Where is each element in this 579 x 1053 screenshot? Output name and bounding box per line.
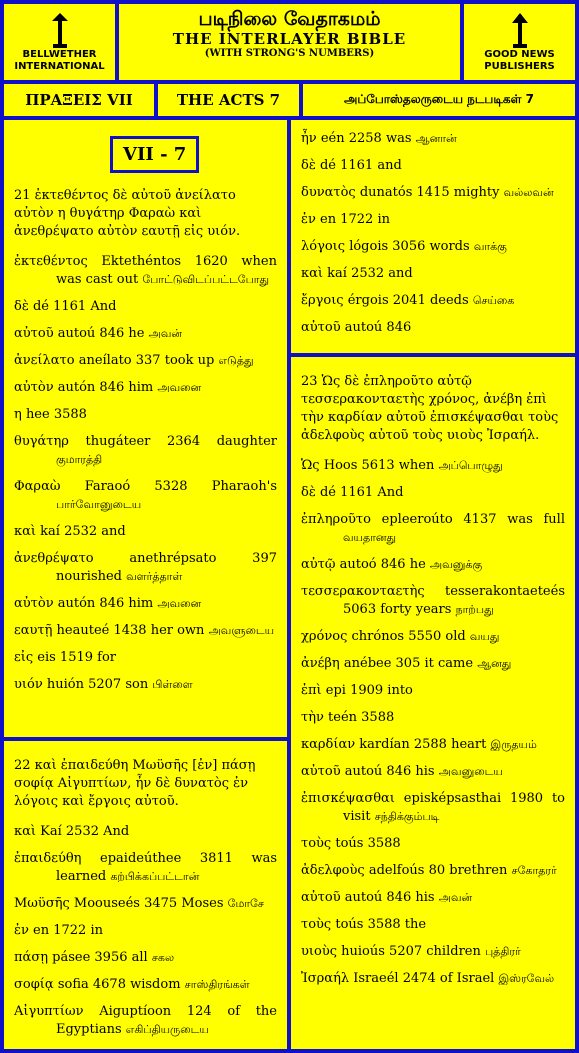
word-entry <box>301 943 565 961</box>
tamil-gloss: சகல <box>151 951 175 964</box>
word-entry <box>14 622 277 640</box>
gloss: dé 1161 And <box>319 485 404 500</box>
gloss: chrónos 5550 old <box>351 629 466 644</box>
word-entry <box>14 649 277 667</box>
word-entry <box>14 478 277 514</box>
word-entry <box>301 682 565 700</box>
greek-word: ἀνείλατο <box>14 353 75 368</box>
gloss: dé 1161 And <box>32 299 117 314</box>
gloss: autoú 846 <box>344 320 412 335</box>
greek-word: δυνατὸς <box>301 185 356 200</box>
greek-word: υιόν <box>14 677 43 692</box>
word-entry <box>14 949 277 967</box>
greek-word: ἐπισκέψασθαι <box>301 791 395 806</box>
greek-word: αὐτοῦ <box>14 326 54 341</box>
gloss: episképsasthai 1980 to visit <box>343 791 565 824</box>
band-tamil <box>303 84 575 116</box>
gloss: thugáteer 2364 daughter <box>85 434 277 449</box>
gloss: epleeroúto 4137 was full <box>381 512 565 527</box>
greek-word: καρδίαν <box>301 737 356 752</box>
gloss: dé 1161 and <box>319 158 402 173</box>
gloss: eén 2258 was <box>320 131 412 146</box>
greek-word: ἀνέβη <box>301 656 340 671</box>
word-entry <box>301 655 565 673</box>
greek-word: χρόνος <box>301 629 348 644</box>
greek-word: εἰς <box>14 650 34 665</box>
gloss: lógois 3056 words <box>349 239 470 254</box>
word-entry <box>301 556 565 574</box>
word-entry <box>301 292 565 310</box>
greek-word: τὴν <box>301 710 324 725</box>
bellwether-logo-text: BELLWETHER INTERNATIONAL <box>14 49 105 72</box>
greek-word: ἔργοις <box>301 293 344 308</box>
gloss: hee 3588 <box>25 407 87 422</box>
page-subtitle: (WITH STRONG'S NUMBERS) <box>204 48 375 59</box>
tamil-gloss: மோசே <box>227 897 264 910</box>
tamil-gloss: புத்திரர் <box>485 945 521 958</box>
greek-word: αὐτοῦ <box>301 890 341 905</box>
word-entry <box>14 823 277 841</box>
gloss: eis 1519 for <box>37 650 116 665</box>
word-entry <box>301 157 565 175</box>
verse-23-entries <box>301 457 565 988</box>
title-tamil: படிநிலை வேதாகமம் <box>198 8 381 30</box>
title-block <box>119 4 460 80</box>
tamil-gloss: ஆனான் <box>415 132 457 145</box>
greek-word: Μωϋσῆς <box>14 896 70 911</box>
greek-word: σοφίᾳ <box>14 977 54 992</box>
band-greek-label: ΠΡΑΞΕΙΣ VII <box>25 91 133 109</box>
tamil-gloss: எடுத்து <box>218 354 254 367</box>
gloss: tesserakontaeteés 5063 forty years <box>343 584 565 617</box>
tamil-gloss: அப்பொழுது <box>438 459 503 472</box>
greek-word: αὐτοῦ <box>301 320 341 335</box>
gloss: pásee 3956 all <box>52 950 148 965</box>
greek-word: ἐν <box>301 212 316 227</box>
gloss: Ektethéntos 1620 when was cast out <box>56 254 277 287</box>
tamil-gloss: அவனுக்கு <box>429 558 483 571</box>
tamil-gloss: அவனுடைய <box>438 765 503 778</box>
bellwether-logo <box>4 4 115 80</box>
word-entry <box>14 550 277 586</box>
greek-word: δὲ <box>301 158 316 173</box>
tamil-gloss: வல்லவன் <box>503 186 554 199</box>
verse-22-entries <box>14 823 277 1039</box>
gloss: sofia 4678 wisdom <box>57 977 181 992</box>
word-entry <box>14 253 277 289</box>
greek-word: Ὡς <box>301 458 320 473</box>
tamil-gloss: அவனை <box>157 381 202 394</box>
greek-word: ἐπαιδεύθη <box>14 851 82 866</box>
gloss: toús 3588 the <box>335 917 427 932</box>
gloss: autoó 846 he <box>339 557 426 572</box>
gloss: dunatós 1415 mighty <box>359 185 500 200</box>
tamil-gloss: எகிப்தியருடைய <box>125 1023 209 1036</box>
verse-22-continued-entries <box>301 130 565 337</box>
word-entry <box>14 325 277 343</box>
word-entry <box>301 862 565 880</box>
gloss: epaideúthee 3811 was learned <box>56 851 277 884</box>
word-entry <box>14 922 277 940</box>
tamil-gloss: ஆனது <box>477 657 512 670</box>
greek-word: τεσσερακονταετὴς <box>301 584 425 599</box>
band-english-label: THE ACTS 7 <box>176 91 281 109</box>
greek-word: αὐτῷ <box>301 557 336 572</box>
gloss: autón 846 him <box>57 380 154 395</box>
greek-word: λόγοις <box>301 239 346 254</box>
greek-word: πάσῃ <box>14 950 48 965</box>
word-entry <box>301 970 565 988</box>
word-entry <box>301 265 565 283</box>
word-entry <box>14 406 277 424</box>
greek-word: ἐν <box>14 923 29 938</box>
gloss: Kaí 2532 And <box>40 824 130 839</box>
verse-21-text: 21 ἐκτεθέντος δὲ αὐτοῦ ἀνείλατο αὐτὸν η θυγάτηρ Φαραὼ καὶ ἀνεθρέψατο αὐτὸν εαυτῇ εἰς υιόν. <box>14 188 241 239</box>
word-entry <box>301 835 565 853</box>
gloss: autoú 846 he <box>57 326 145 341</box>
greek-word: καὶ <box>301 266 324 281</box>
tamil-gloss: வயதானது <box>343 531 397 544</box>
greek-word: δὲ <box>14 299 29 314</box>
tamil-gloss: இஸ்ரவேல் <box>498 972 555 985</box>
verse-22-continued-panel <box>291 120 575 353</box>
word-entry <box>301 457 565 475</box>
word-entry <box>301 628 565 646</box>
word-entry <box>301 511 565 547</box>
word-entry <box>301 763 565 781</box>
gloss: Faraoó 5328 Pharaoh's <box>84 479 277 494</box>
tamil-gloss: வாக்கு <box>473 240 507 253</box>
tamil-gloss: குமாரத்தி <box>56 453 103 466</box>
word-entry <box>14 976 277 994</box>
verse-23-panel <box>291 357 575 1049</box>
word-entry <box>301 709 565 727</box>
band-tamil-label: அப்போஸ்தலருடைய நடபடிகள் 7 <box>344 92 534 106</box>
greek-word: ἦν <box>301 131 317 146</box>
bellwether-logo-icon <box>50 11 70 49</box>
gloss: en 1722 in <box>33 923 103 938</box>
gloss: Moouseés 3475 Moses <box>73 896 224 911</box>
word-entry <box>14 1003 277 1039</box>
greek-word: υιοὺς <box>301 944 338 959</box>
greek-word: ἐπὶ <box>301 683 322 698</box>
tamil-gloss: அவன் <box>438 891 473 904</box>
greek-word: θυγάτηρ <box>14 434 69 449</box>
gloss: teén 3588 <box>328 710 395 725</box>
tamil-gloss: பிள்ளை <box>152 678 193 691</box>
gloss: autoú 846 his <box>344 764 435 779</box>
word-entry <box>301 583 565 619</box>
band-english <box>158 84 299 116</box>
tamil-gloss: சந்திக்கும்படி <box>374 810 440 823</box>
tamil-gloss: வளர்த்தாள் <box>126 570 183 583</box>
gloss: Aiguptíoon 124 of the Egyptians <box>56 1004 277 1037</box>
word-entry <box>301 790 565 826</box>
greek-word: τοὺς <box>301 836 332 851</box>
gloss: anébee 305 it came <box>343 656 474 671</box>
greek-word: ἐπληροῦτο <box>301 512 371 527</box>
tamil-gloss: செய்கை <box>472 294 515 307</box>
word-entry <box>14 676 277 694</box>
word-entry <box>301 736 565 754</box>
tamil-gloss: நாற்பது <box>455 603 494 616</box>
gloss: aneílato 337 took up <box>78 353 215 368</box>
gloss: érgois 2041 deeds <box>347 293 469 308</box>
verse-23-text: 23 Ὡς δὲ ἐπληροῦτο αὐτῷ τεσσερακονταετὴς χρόνος, ἀνέβη ἐπὶ τὴν καρδίαν αὐτοῦ ἐπισκέψασθαι τοὺς ἀδελφοὺς αὐτοῦ τοὺς υιοὺς Ἰσραήλ. <box>301 374 559 443</box>
word-entry <box>301 916 565 934</box>
word-entry <box>14 433 277 469</box>
chapter-label: VII - 7 <box>110 136 199 173</box>
gloss: epi 1909 into <box>325 683 413 698</box>
word-entry <box>301 211 565 229</box>
word-entry <box>301 184 565 202</box>
tamil-gloss: அவனை <box>157 597 202 610</box>
word-entry <box>14 850 277 886</box>
verse-22-panel <box>4 741 287 1049</box>
word-entry <box>14 523 277 541</box>
greek-word: Ἰσραήλ <box>301 971 350 986</box>
word-entry <box>301 889 565 907</box>
greek-word: η <box>14 407 22 422</box>
word-entry <box>14 595 277 613</box>
word-entry <box>301 238 565 256</box>
word-entry <box>14 379 277 397</box>
gloss: kardían 2588 heart <box>359 737 487 752</box>
tamil-gloss: சாஸ்திரங்கள் <box>184 978 250 991</box>
gloss: huión 5207 son <box>46 677 149 692</box>
greek-word: δὲ <box>301 485 316 500</box>
page-title: THE INTERLAYER BIBLE <box>172 30 407 48</box>
tamil-gloss: பார்வோனுடைய <box>56 498 142 511</box>
greek-word: εαυτῇ <box>14 623 53 638</box>
tamil-gloss: அவளுடைய <box>208 624 275 637</box>
tamil-gloss: கற்பிக்கப்பட்டான் <box>110 870 200 883</box>
word-entry <box>14 298 277 316</box>
greek-word: ἐκτεθέντος <box>14 254 88 269</box>
word-entry <box>301 130 565 148</box>
greek-word: καὶ <box>14 824 37 839</box>
verse-21-entries <box>14 253 277 694</box>
greek-word: τοὺς <box>301 917 332 932</box>
goodnews-logo-icon <box>510 11 530 49</box>
gloss: autoú 846 his <box>344 890 435 905</box>
tamil-gloss: வயது <box>469 630 500 643</box>
word-entry <box>14 352 277 370</box>
greek-word: αὐτὸν <box>14 380 54 395</box>
greek-word: Φαραὼ <box>14 479 61 494</box>
tamil-gloss: அவன் <box>148 327 183 340</box>
gloss: autón 846 him <box>57 596 154 611</box>
gloss: Hoos 5613 when <box>323 458 435 473</box>
gloss: en 1722 in <box>320 212 390 227</box>
gloss: anethrépsato 397 nourished <box>56 551 277 584</box>
word-entry <box>301 319 565 337</box>
gloss: toús 3588 <box>335 836 401 851</box>
tamil-gloss: சகோதரர் <box>511 864 557 877</box>
greek-word: ἀνεθρέψατο <box>14 551 94 566</box>
tamil-gloss: இருதயம் <box>490 738 537 751</box>
gloss: Israeél 2474 of Israel <box>353 971 495 986</box>
gloss: heauteé 1438 her own <box>56 623 205 638</box>
greek-word: αὐτὸν <box>14 596 54 611</box>
band-greek <box>4 84 154 116</box>
verse-21-panel <box>4 120 287 737</box>
gloss: huioús 5207 children <box>341 944 481 959</box>
verse-22-text: 22 καὶ ἐπαιδεύθη Μωϋσῆς [ἐν] πάσῃ σοφίᾳ Αἰγυπτίων, ἦν δὲ δυνατὸς ἐν λόγοις καὶ ἔργοις αὐτοῦ. <box>14 758 256 809</box>
word-entry <box>14 895 277 913</box>
greek-word: ἀδελφοὺς <box>301 863 365 878</box>
greek-word: αὐτοῦ <box>301 764 341 779</box>
goodnews-logo-text: GOOD NEWS PUBLISHERS <box>484 49 555 72</box>
greek-word: καὶ <box>14 524 37 539</box>
greek-word: Αἰγυπτίων <box>14 1004 84 1019</box>
tamil-gloss: போட்டுவிடப்பட்டபோது <box>142 273 270 286</box>
gloss: kaí 2532 and <box>327 266 413 281</box>
word-entry <box>301 484 565 502</box>
gloss: kaí 2532 and <box>40 524 126 539</box>
gloss: adelfoús 80 brethren <box>368 863 508 878</box>
goodnews-logo <box>464 4 575 80</box>
